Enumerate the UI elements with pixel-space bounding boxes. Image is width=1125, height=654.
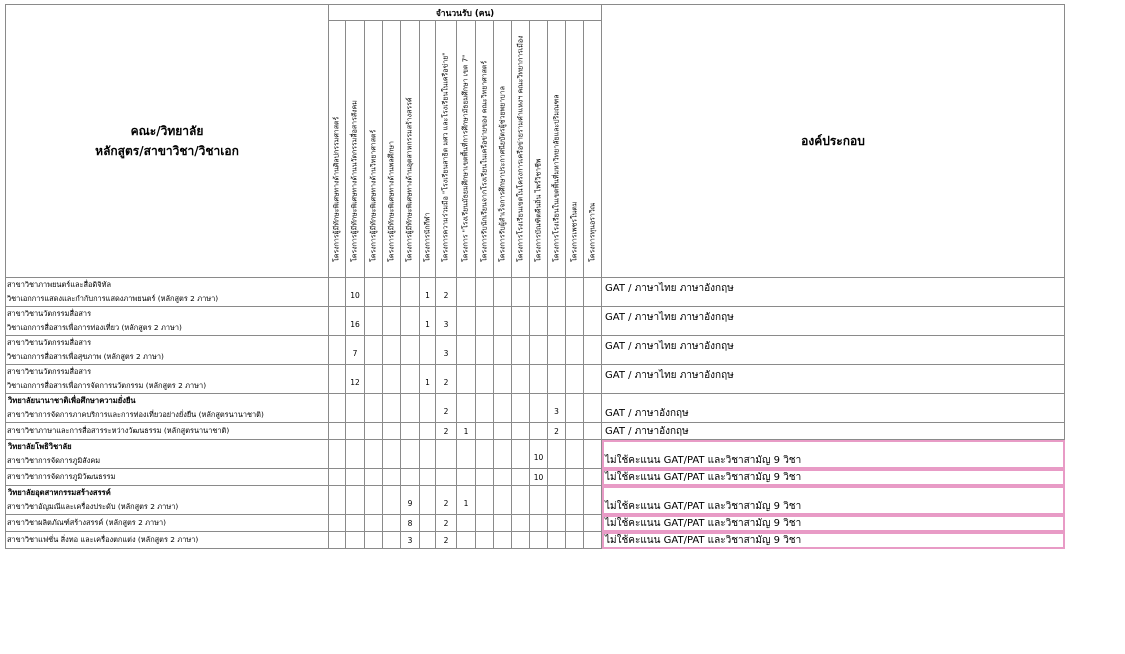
quota-cell <box>584 336 602 365</box>
quota-cell <box>383 394 401 423</box>
quota-cell <box>365 515 383 532</box>
quota-column-label: โครงการความร่วมมือ "โรงเรียนสาธิต มศว และโรงเรียนในเครือข่าย" <box>441 52 450 262</box>
table-header <box>6 5 1065 278</box>
quota-cell <box>420 423 436 440</box>
quota-cell <box>548 278 566 307</box>
quota-cell <box>512 365 530 394</box>
quota-cell <box>512 423 530 440</box>
quota-cell <box>548 307 566 336</box>
quota-cell <box>329 440 346 469</box>
quota-cell <box>383 278 401 307</box>
composition-cell: ไม่ใช้คะแนน GAT/PAT และวิชาสามัญ 9 วิชา <box>602 469 1065 486</box>
table-row <box>6 278 1065 307</box>
program-line2: วิชาเอกการสื่อสารเพื่อการจัดการนวัตกรรม (หลักสูตร 2 ภาษา) <box>7 381 207 390</box>
table-row <box>6 486 1065 515</box>
composition-cell: GAT / ภาษาไทย ภาษาอังกฤษ <box>602 365 1065 394</box>
table-row <box>6 532 1065 549</box>
quota-cell <box>584 440 602 469</box>
program-line: สาขาวิชาภาษาและการสื่อสารระหว่างวัฒนธรรม (หลักสูตรนานาชาติ) <box>7 426 230 435</box>
quota-cell <box>566 307 584 336</box>
quota-cell <box>566 469 584 486</box>
quota-cell <box>346 486 365 515</box>
quota-cell: 2 <box>436 423 457 440</box>
quota-cell <box>401 423 420 440</box>
quota-cell <box>476 469 494 486</box>
quota-cell <box>548 440 566 469</box>
quota-cell <box>512 486 530 515</box>
quota-cell: 10 <box>530 440 548 469</box>
quota-cell <box>365 336 383 365</box>
quota-cell <box>548 336 566 365</box>
quota-cell: 2 <box>436 365 457 394</box>
quota-column-label: โครงการรับนักเรียนจากโรงเรียนในเครือข่ายของ คณะวิทยาศาสตร์ <box>480 60 488 262</box>
quota-cell <box>566 278 584 307</box>
quota-cell: 12 <box>346 365 365 394</box>
quota-cell: 16 <box>346 307 365 336</box>
quota-cell <box>512 532 530 549</box>
quota-cell: 8 <box>401 515 420 532</box>
quota-column-header <box>383 21 401 278</box>
program-line2: วิชาเอกการสื่อสารเพื่อการท่องเที่ยว (หลักสูตร 2 ภาษา) <box>7 323 182 332</box>
quota-cell <box>346 394 365 423</box>
table-row <box>6 336 1065 365</box>
header-title-line1: คณะ/วิทยาลัย <box>130 124 204 138</box>
program-name-cell <box>6 336 329 365</box>
quota-cell <box>401 440 420 469</box>
program-line2: สาขาวิชาการจัดการภูมิสังคม <box>7 456 101 465</box>
quota-cell <box>457 278 476 307</box>
quota-cell <box>566 486 584 515</box>
quota-cell <box>512 336 530 365</box>
quota-column-header <box>346 21 365 278</box>
program-line1: สาขาวิชาภาพยนตร์และสื่อดิจิทัล <box>7 280 111 289</box>
quota-cell <box>401 365 420 394</box>
quota-cell <box>436 469 457 486</box>
quota-cell <box>346 532 365 549</box>
quota-cell <box>476 486 494 515</box>
quota-cell: 3 <box>436 307 457 336</box>
quota-column-label: โครงการโรงเรียนเขตในโครงการเครือข่ายรามคำแหงฯ คณะวิทยาการเมือง <box>516 35 524 262</box>
quota-cell: 2 <box>436 278 457 307</box>
quota-cell <box>457 440 476 469</box>
quota-cell <box>365 486 383 515</box>
quota-super-header: จำนวนรับ (คน) <box>329 5 602 21</box>
quota-cell <box>383 423 401 440</box>
table-row <box>6 365 1065 394</box>
quota-cell: 1 <box>457 423 476 440</box>
table-row <box>6 423 1065 440</box>
composition-cell: GAT / ภาษาอังกฤษ <box>602 394 1065 423</box>
program-line: สาขาวิชาผลิตภัณฑ์สร้างสรรค์ (หลักสูตร 2 ภาษา) <box>7 518 167 527</box>
faculty-heading: วิทยาลัยโพธิวิชาลัย <box>8 442 72 451</box>
quota-cell: 1 <box>420 365 436 394</box>
composition-cell: ไม่ใช้คะแนน GAT/PAT และวิชาสามัญ 9 วิชา <box>602 440 1065 469</box>
quota-column-label: โครงการทุนอราวิณ <box>588 202 596 262</box>
quota-cell <box>383 486 401 515</box>
program-name-cell <box>6 515 329 532</box>
quota-cell <box>566 515 584 532</box>
quota-cell: 2 <box>548 423 566 440</box>
quota-cell <box>512 278 530 307</box>
quota-cell <box>476 365 494 394</box>
quota-cell <box>383 469 401 486</box>
quota-cell: 2 <box>436 486 457 515</box>
quota-cell <box>365 469 383 486</box>
quota-cell <box>584 307 602 336</box>
quota-cell <box>401 394 420 423</box>
quota-cell <box>365 394 383 423</box>
faculty-heading: วิทยาลัยนานาชาติเพื่อศึกษาความยั่งยืน <box>8 396 136 405</box>
quota-cell <box>512 394 530 423</box>
quota-cell <box>494 307 512 336</box>
quota-cell: 3 <box>548 394 566 423</box>
quota-cell <box>494 515 512 532</box>
quota-column-label: โครงการบัณฑิตคืนถิ่น ไพร์วิชาชีพ <box>534 158 542 262</box>
quota-cell <box>346 423 365 440</box>
quota-cell <box>494 365 512 394</box>
program-line2: สาขาวิชาการจัดการภาคบริการและการท่องเที่ยวอย่างยั่งยืน (หลักสูตรนานาชาติ) <box>7 410 264 419</box>
quota-cell <box>494 278 512 307</box>
quota-cell <box>530 307 548 336</box>
composition-cell: ไม่ใช้คะแนน GAT/PAT และวิชาสามัญ 9 วิชา <box>602 515 1065 532</box>
quota-cell <box>548 486 566 515</box>
quota-column-header <box>566 21 584 278</box>
program-name-cell <box>6 394 329 423</box>
program-line2: วิชาเอกการสื่อสารเพื่อสุขภาพ (หลักสูตร 2 ภาษา) <box>7 352 164 361</box>
quota-cell <box>457 469 476 486</box>
quota-cell <box>365 440 383 469</box>
quota-cell <box>476 440 494 469</box>
quota-cell <box>329 365 346 394</box>
quota-cell: 3 <box>401 532 420 549</box>
quota-cell <box>584 532 602 549</box>
quota-cell <box>383 440 401 469</box>
quota-cell <box>457 532 476 549</box>
quota-cell <box>420 515 436 532</box>
quota-column-label: โครงการ "โรงเรียนมัธยมศึกษาเขตพื้นที่การศึกษามัธยมศึกษา เขต 7" <box>461 54 470 262</box>
quota-cell <box>401 336 420 365</box>
quota-cell <box>530 336 548 365</box>
quota-column-label: โครงการนักกีฬา <box>423 212 431 262</box>
quota-cell <box>530 365 548 394</box>
faculty-heading: วิทยาลัยอุตสาหกรรมสร้างสรรค์ <box>8 488 111 497</box>
quota-cell: 1 <box>420 278 436 307</box>
quota-cell <box>457 515 476 532</box>
program-name-cell <box>6 278 329 307</box>
quota-cell <box>530 394 548 423</box>
quota-cell <box>548 532 566 549</box>
quota-cell <box>457 336 476 365</box>
quota-column-header <box>329 21 346 278</box>
quota-column-label: โครงการผู้มีทักษะพิเศษทางด้านนวัตกรรมสื่อสารสังคม <box>350 100 359 262</box>
quota-cell <box>584 365 602 394</box>
program-name-cell <box>6 365 329 394</box>
quota-column-header <box>548 21 566 278</box>
quota-cell <box>329 394 346 423</box>
quota-cell <box>401 278 420 307</box>
composition-cell: GAT / ภาษาไทย ภาษาอังกฤษ <box>602 307 1065 336</box>
quota-cell <box>512 469 530 486</box>
table-row <box>6 469 1065 486</box>
quota-cell <box>329 307 346 336</box>
quota-cell <box>476 423 494 440</box>
quota-column-header <box>512 21 530 278</box>
quota-cell <box>512 440 530 469</box>
table-row <box>6 515 1065 532</box>
quota-column-label: โครงการผู้มีทักษะพิเศษทางด้านอุตสาหกรรมสร้างสรรค์ <box>405 97 414 262</box>
quota-cell <box>476 278 494 307</box>
quota-cell <box>383 336 401 365</box>
quota-cell <box>420 336 436 365</box>
quota-column-label: โครงการผู้มีทักษะพิเศษทางด้านศิลปกรรมศาสตร์ <box>332 116 341 262</box>
quota-cell <box>494 394 512 423</box>
quota-cell <box>420 532 436 549</box>
quota-cell: 1 <box>457 486 476 515</box>
composition-cell: ไม่ใช้คะแนน GAT/PAT และวิชาสามัญ 9 วิชา <box>602 486 1065 515</box>
quota-cell <box>346 469 365 486</box>
quota-cell: 10 <box>346 278 365 307</box>
quota-cell <box>329 423 346 440</box>
quota-cell <box>476 394 494 423</box>
program-line1: สาขาวิชานวัตกรรมสื่อสาร <box>7 367 92 376</box>
composition-cell: GAT / ภาษาไทย ภาษาอังกฤษ <box>602 278 1065 307</box>
quota-cell <box>383 365 401 394</box>
program-name-cell <box>6 440 329 469</box>
quota-cell <box>584 515 602 532</box>
program-name-cell <box>6 469 329 486</box>
quota-cell <box>365 307 383 336</box>
quota-cell <box>566 336 584 365</box>
quota-cell <box>476 307 494 336</box>
quota-cell <box>365 423 383 440</box>
quota-column-header <box>584 21 602 278</box>
quota-cell <box>512 515 530 532</box>
quota-cell <box>566 365 584 394</box>
quota-column-label: โครงการรับผู้สำเร็จการศึกษาประกาศนียบัตรผู้ช่วยพยาบาล <box>498 86 506 262</box>
program-line2: สาขาวิชาอัญมณีและเครื่องประดับ (หลักสูตร 2 ภาษา) <box>7 502 179 511</box>
quota-cell <box>329 278 346 307</box>
quota-cell <box>512 307 530 336</box>
table-row <box>6 440 1065 469</box>
quota-cell <box>530 278 548 307</box>
program-name-cell <box>6 307 329 336</box>
program-line2: วิชาเอกการแสดงและกำกับการแสดงภาพยนตร์ (หลักสูตร 2 ภาษา) <box>7 294 219 303</box>
quota-cell <box>365 532 383 549</box>
quota-cell: 2 <box>436 515 457 532</box>
quota-column-label: โครงการเพชรในตม <box>570 201 578 262</box>
quota-cell <box>530 515 548 532</box>
quota-table <box>5 4 1065 549</box>
quota-cell <box>566 532 584 549</box>
composition-cell: GAT / ภาษาอังกฤษ <box>602 423 1065 440</box>
quota-cell <box>346 515 365 532</box>
quota-cell <box>329 336 346 365</box>
quota-cell <box>494 440 512 469</box>
quota-cell <box>346 440 365 469</box>
quota-cell <box>401 307 420 336</box>
quota-cell <box>457 365 476 394</box>
faculty-program-header <box>6 5 329 278</box>
quota-cell <box>420 486 436 515</box>
quota-column-label: โครงการผู้มีทักษะพิเศษทางด้านวิทยาศาสตร์ <box>369 129 377 262</box>
quota-cell <box>494 469 512 486</box>
quota-cell <box>420 394 436 423</box>
quota-cell <box>329 532 346 549</box>
quota-cell <box>548 515 566 532</box>
quota-cell <box>566 394 584 423</box>
quota-cell: 3 <box>436 336 457 365</box>
quota-cell <box>420 440 436 469</box>
quota-cell <box>329 469 346 486</box>
quota-cell <box>457 307 476 336</box>
program-line: สาขาวิชาการจัดการภูมิวัฒนธรรม <box>7 472 116 481</box>
program-name-cell <box>6 532 329 549</box>
quota-cell <box>420 469 436 486</box>
composition-cell: ไม่ใช้คะแนน GAT/PAT และวิชาสามัญ 9 วิชา <box>602 532 1065 549</box>
quota-cell <box>365 365 383 394</box>
quota-cell <box>401 469 420 486</box>
program-line: สาขาวิชาแฟชั่น สิ่งทอ และเครื่องตกแต่ง (หลักสูตร 2 ภาษา) <box>7 535 199 544</box>
quota-column-label: โครงการโรงเรียนในเขตพื้นที่มหาวิทยาลัยและปริมณฑล <box>552 94 560 262</box>
composition-header: องค์ประกอบ <box>602 5 1065 278</box>
quota-column-header <box>530 21 548 278</box>
table-body <box>6 278 1065 549</box>
quota-column-header <box>476 21 494 278</box>
quota-cell <box>494 486 512 515</box>
program-line1: สาขาวิชานวัตกรรมสื่อสาร <box>7 309 92 318</box>
quota-column-header <box>420 21 436 278</box>
quota-cell <box>584 469 602 486</box>
quota-cell <box>436 440 457 469</box>
program-name-cell <box>6 486 329 515</box>
quota-cell <box>494 423 512 440</box>
quota-cell <box>329 486 346 515</box>
quota-cell: 2 <box>436 394 457 423</box>
quota-cell <box>329 515 346 532</box>
quota-cell <box>530 486 548 515</box>
composition-cell: GAT / ภาษาไทย ภาษาอังกฤษ <box>602 336 1065 365</box>
quota-column-header <box>401 21 420 278</box>
quota-cell: 1 <box>420 307 436 336</box>
quota-column-header <box>457 21 476 278</box>
quota-cell <box>494 532 512 549</box>
quota-column-header <box>494 21 512 278</box>
quota-cell <box>566 423 584 440</box>
quota-cell <box>383 307 401 336</box>
quota-cell: 2 <box>436 532 457 549</box>
quota-cell <box>548 365 566 394</box>
quota-cell <box>457 394 476 423</box>
quota-column-header <box>365 21 383 278</box>
quota-cell <box>530 423 548 440</box>
quota-cell <box>383 515 401 532</box>
quota-column-header <box>436 21 457 278</box>
quota-cell <box>548 469 566 486</box>
quota-cell <box>566 440 584 469</box>
table-row <box>6 394 1065 423</box>
quota-cell <box>584 486 602 515</box>
quota-column-label: โครงการผู้มีทักษะพิเศษทางด้านพลศึกษา <box>387 141 395 262</box>
quota-cell <box>476 515 494 532</box>
quota-cell: 10 <box>530 469 548 486</box>
quota-cell <box>584 423 602 440</box>
quota-cell <box>365 278 383 307</box>
quota-cell <box>476 336 494 365</box>
header-title-line2: หลักสูตร/สาขาวิชา/วิชาเอก <box>95 144 239 158</box>
quota-cell <box>476 532 494 549</box>
program-name-cell <box>6 423 329 440</box>
quota-cell <box>383 532 401 549</box>
program-line1: สาขาวิชานวัตกรรมสื่อสาร <box>7 338 92 347</box>
quota-cell <box>584 278 602 307</box>
quota-cell <box>494 336 512 365</box>
quota-cell <box>530 532 548 549</box>
quota-cell: 7 <box>346 336 365 365</box>
quota-cell <box>584 394 602 423</box>
quota-cell: 9 <box>401 486 420 515</box>
table-row <box>6 307 1065 336</box>
